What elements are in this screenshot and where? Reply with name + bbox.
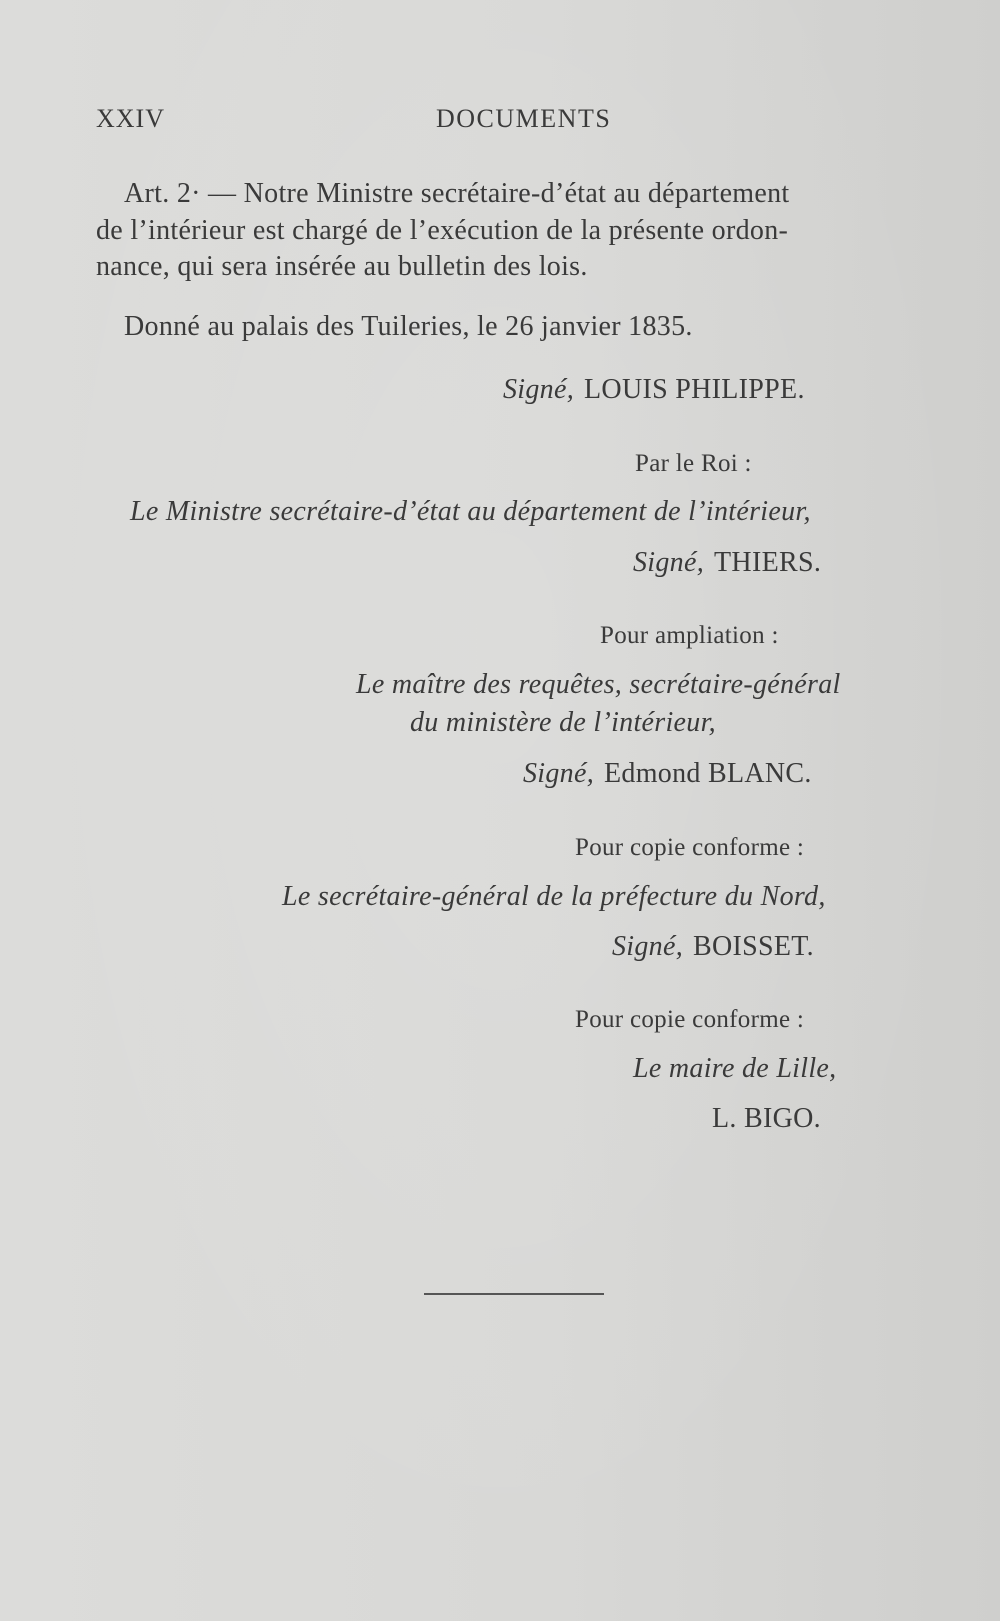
king-signe-label: Signé, [503, 374, 575, 405]
article-line-1: Art. 2· — Notre Ministre secrétaire-d’état au département [124, 178, 790, 209]
article-line-2: de l’intérieur est chargé de l’exécution de la présente ordon- [96, 215, 789, 246]
minister-signe-label: Signé, [633, 547, 705, 578]
maitre-name: Edmond BLANC. [604, 758, 812, 789]
closing-rule [424, 1293, 604, 1295]
maitre-title-line-2: du ministère de l’intérieur, [410, 707, 716, 738]
maire-name: L. BIGO. [712, 1103, 821, 1134]
pour-copie-conforme-2: Pour copie conforme : [575, 1006, 805, 1033]
maitre-signe-label: Signé, [523, 758, 595, 789]
given-at-line: Donné au palais des Tuileries, le 26 janvier 1835. [124, 311, 693, 342]
minister-name: THIERS. [714, 547, 822, 578]
minister-signature [633, 545, 821, 581]
par-le-roi: Par le Roi : [635, 450, 752, 477]
pour-copie-conforme-1: Pour copie conforme : [575, 834, 805, 861]
pour-ampliation: Pour ampliation : [600, 622, 779, 649]
page-number: XXIV [96, 104, 165, 133]
king-signature [503, 372, 805, 408]
prefecture-signe-label: Signé, [612, 931, 684, 962]
maire-title: Le maire de Lille, [633, 1053, 837, 1084]
prefecture-title: Le secrétaire-général de la préfecture du Nord, [282, 881, 826, 912]
king-name: LOUIS PHILIPPE. [584, 374, 805, 405]
running-title: DOCUMENTS [436, 104, 612, 133]
article-line-3: nance, qui sera insérée au bulletin des lois. [96, 251, 588, 282]
prefecture-signature [612, 929, 814, 965]
maitre-signature [523, 756, 812, 792]
maitre-title-line-1: Le maître des requêtes, secrétaire-général [356, 669, 841, 700]
minister-title: Le Ministre secrétaire-d’état au département de l’intérieur, [130, 496, 811, 527]
prefecture-name: BOISSET. [693, 931, 814, 962]
